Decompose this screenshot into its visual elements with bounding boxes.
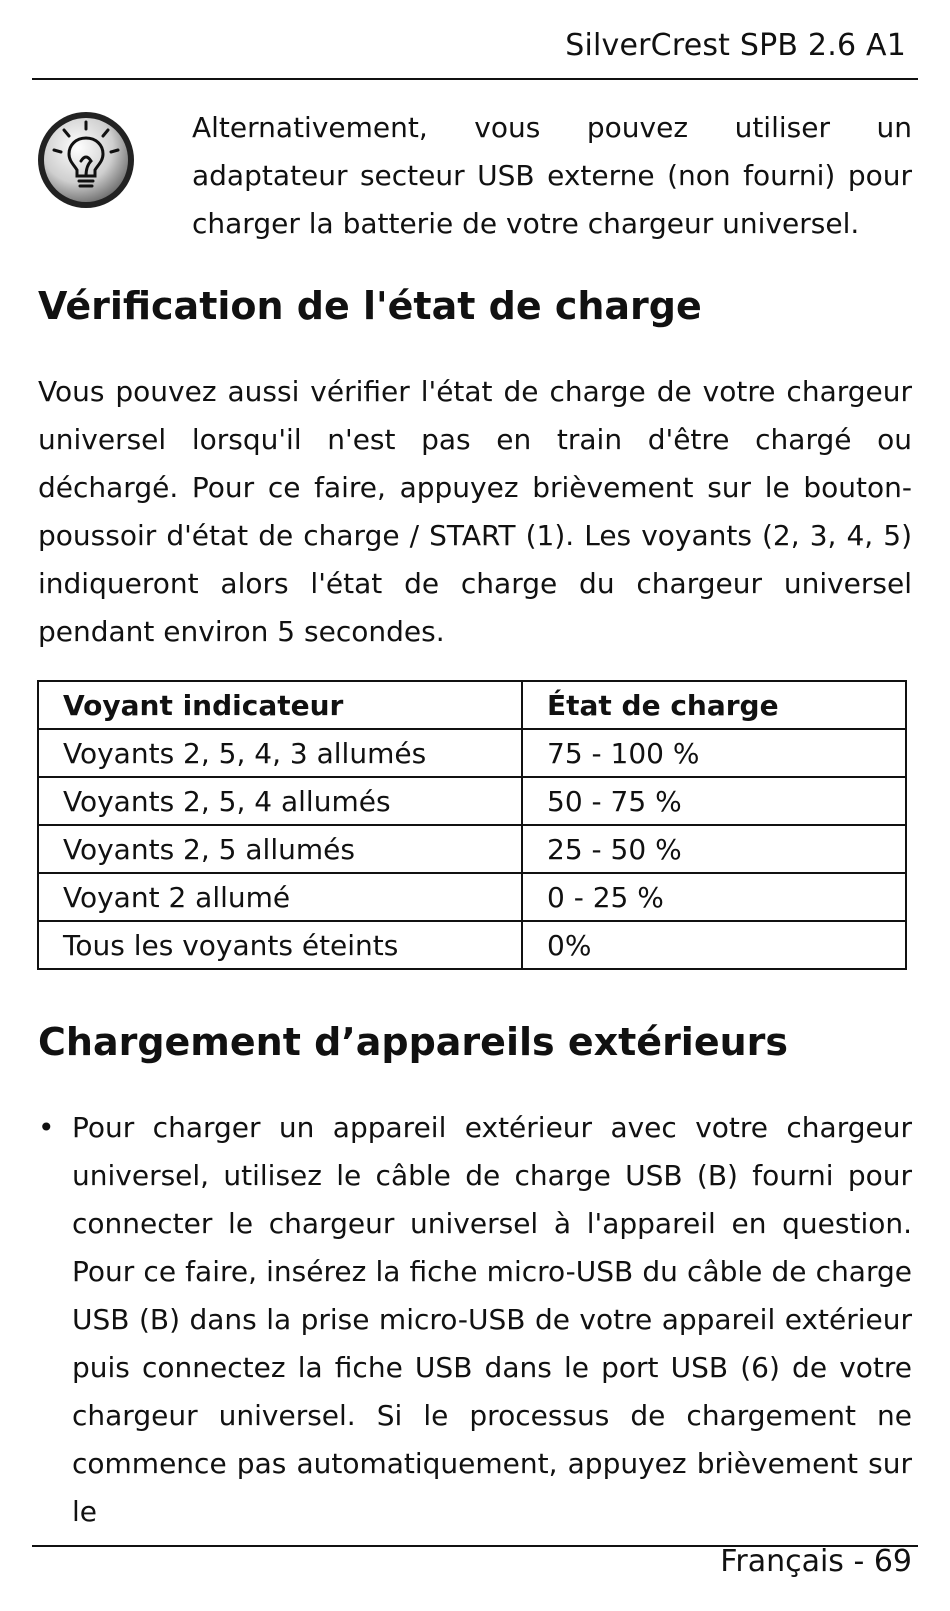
page-footer: Français - 69 [720,1544,912,1579]
table-row [38,729,906,777]
bullet-text: Pour charger un appareil extérieur avec votre chargeur universel, utilisez le câble de charge USB (B) fourni pour connecter le chargeur universel à l'appareil en question. Pour ce faire, insérez la fiche micro-USB du câble de charge USB (B) dans la prise micro-USB de votre appareil extérieur puis connectez la fiche USB dans le port USB (6) de votre chargeur universel. Si le processus de chargement ne commence pas automatiquement, appuyez brièvement sur le [72,1111,912,1528]
header-rule [32,78,918,80]
table-row [38,921,906,969]
charge-status-table [37,680,907,970]
section-heading-external-charging: Chargement d’appareils extérieurs [38,1020,789,1064]
table-cell: 0% [522,921,906,969]
column-header: État de charge [522,681,906,729]
table-cell: Voyants 2, 5, 4, 3 allumés [38,729,522,777]
table-row [38,873,906,921]
table-cell: Voyants 2, 5 allumés [38,825,522,873]
table-cell: Voyants 2, 5, 4 allumés [38,777,522,825]
table-cell: 50 - 75 % [522,777,906,825]
lightbulb-icon [34,108,138,212]
table-cell: 25 - 50 % [522,825,906,873]
column-header: Voyant indicateur [38,681,522,729]
table-cell: 75 - 100 % [522,729,906,777]
table-row [38,777,906,825]
table-cell: Tous les voyants éteints [38,921,522,969]
bullet-marker: • [38,1111,55,1144]
table-cell: 0 - 25 % [522,873,906,921]
bullet-item [38,1104,912,1536]
tip-text: Alternativement, vous pouvez utiliser un adaptateur secteur USB externe (non fourni) pour charger la batterie de votre chargeur universel. [192,111,912,240]
charge-check-paragraph: Vous pouvez aussi vérifier l'état de charge de votre chargeur universel lorsqu'il n'est pas en train d'être chargé ou déchargé. Pour ce faire, appuyez brièvement sur le bouton-poussoir d'état de charge / START (1). Les voyants (2, 3, 4, 5) indiqueront alors l'état de charge du chargeur universel pendant environ 5 secondes. [38,375,912,648]
running-header: SilverCrest SPB 2.6 A1 [565,28,906,63]
table-cell: Voyant 2 allumé [38,873,522,921]
table-row [38,825,906,873]
section-heading-charge-check: Vérification de l'état de charge [38,284,702,328]
table-header-row [38,681,906,729]
